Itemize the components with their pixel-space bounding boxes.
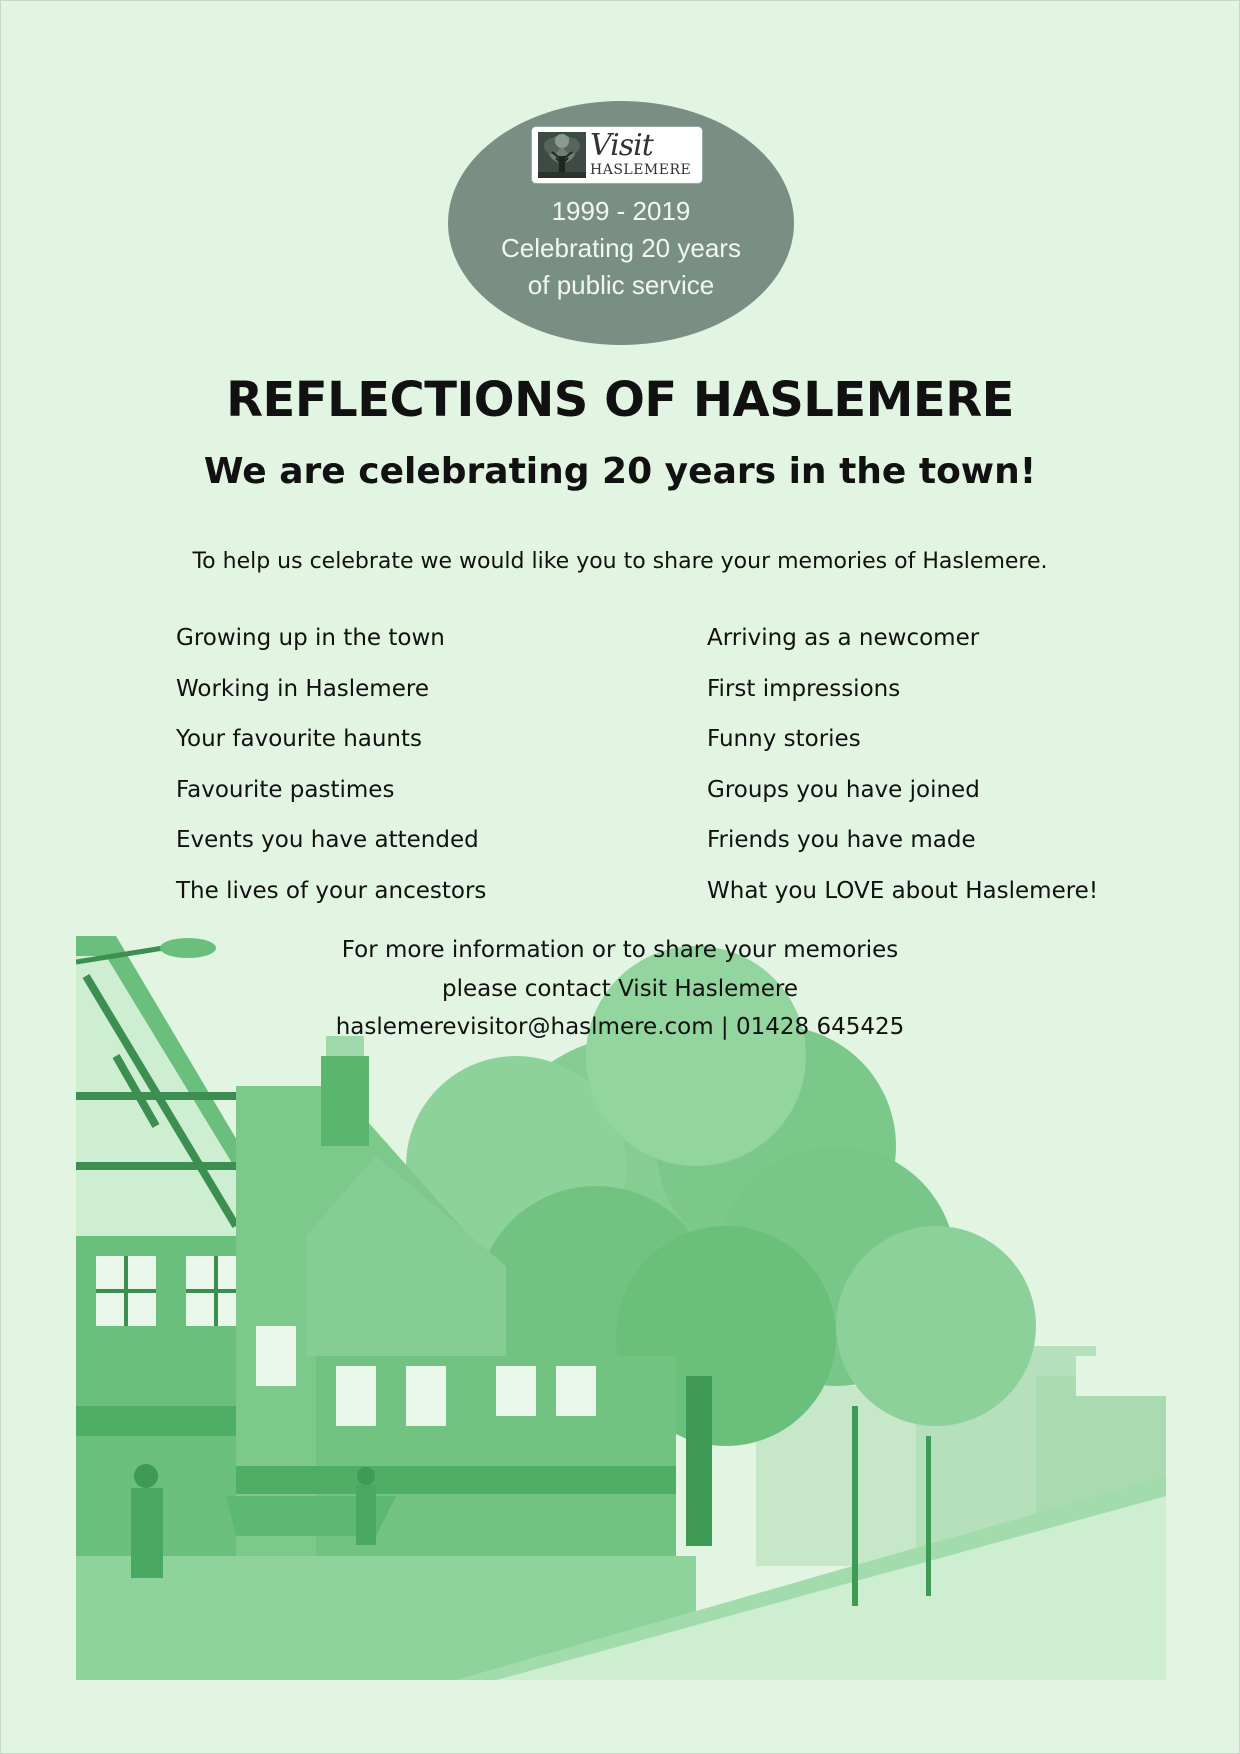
anniversary-badge [448, 101, 794, 345]
tree-logo-icon [538, 132, 586, 178]
list-item: Groups you have joined [707, 776, 980, 803]
list-item: First impressions [707, 675, 901, 702]
list-item: Growing up in the town [176, 625, 445, 651]
list-item: The lives of your ancestors [176, 877, 487, 904]
high-street-photo [76, 936, 1166, 1680]
list-item: What you LOVE about Haslemere! [707, 877, 1099, 904]
contact-line-1: For more information or to share your memories [341, 937, 899, 963]
badge-years: 1999 - 2019 [551, 196, 691, 226]
topics-list-right [707, 620, 1098, 924]
list-item: Friends you have made [707, 827, 976, 854]
list-item: Your favourite haunts [176, 726, 423, 753]
list-item: Events you have attended [176, 827, 479, 854]
list-item: Working in Haslemere [176, 675, 429, 702]
contact-line-2: please contact Visit Haslemere [442, 976, 798, 1002]
list-item: Favourite pastimes [176, 776, 395, 803]
list-item: Funny stories [707, 726, 861, 753]
page-title: REFLECTIONS OF HASLEMERE [226, 372, 1014, 428]
visit-haslemere-logo [532, 127, 702, 183]
street-scene-illustration [76, 936, 1166, 1680]
badge-line-3: of public service [527, 270, 715, 300]
badge-line-2: Celebrating 20 years [501, 233, 741, 263]
page-subtitle: We are celebrating 20 years in the town! [203, 451, 1037, 492]
list-item: Arriving as a newcomer [707, 625, 980, 651]
logo-visit-text: Visit [590, 128, 653, 163]
logo-haslemere-text: HASLEMERE [590, 162, 692, 178]
contact-details: haslemerevisitor@haslmere.com | 01428 645425 [335, 1014, 905, 1040]
topics-list-left [176, 620, 486, 924]
intro-text: To help us celebrate we would like you to share your memories of Haslemere. [192, 549, 1048, 574]
